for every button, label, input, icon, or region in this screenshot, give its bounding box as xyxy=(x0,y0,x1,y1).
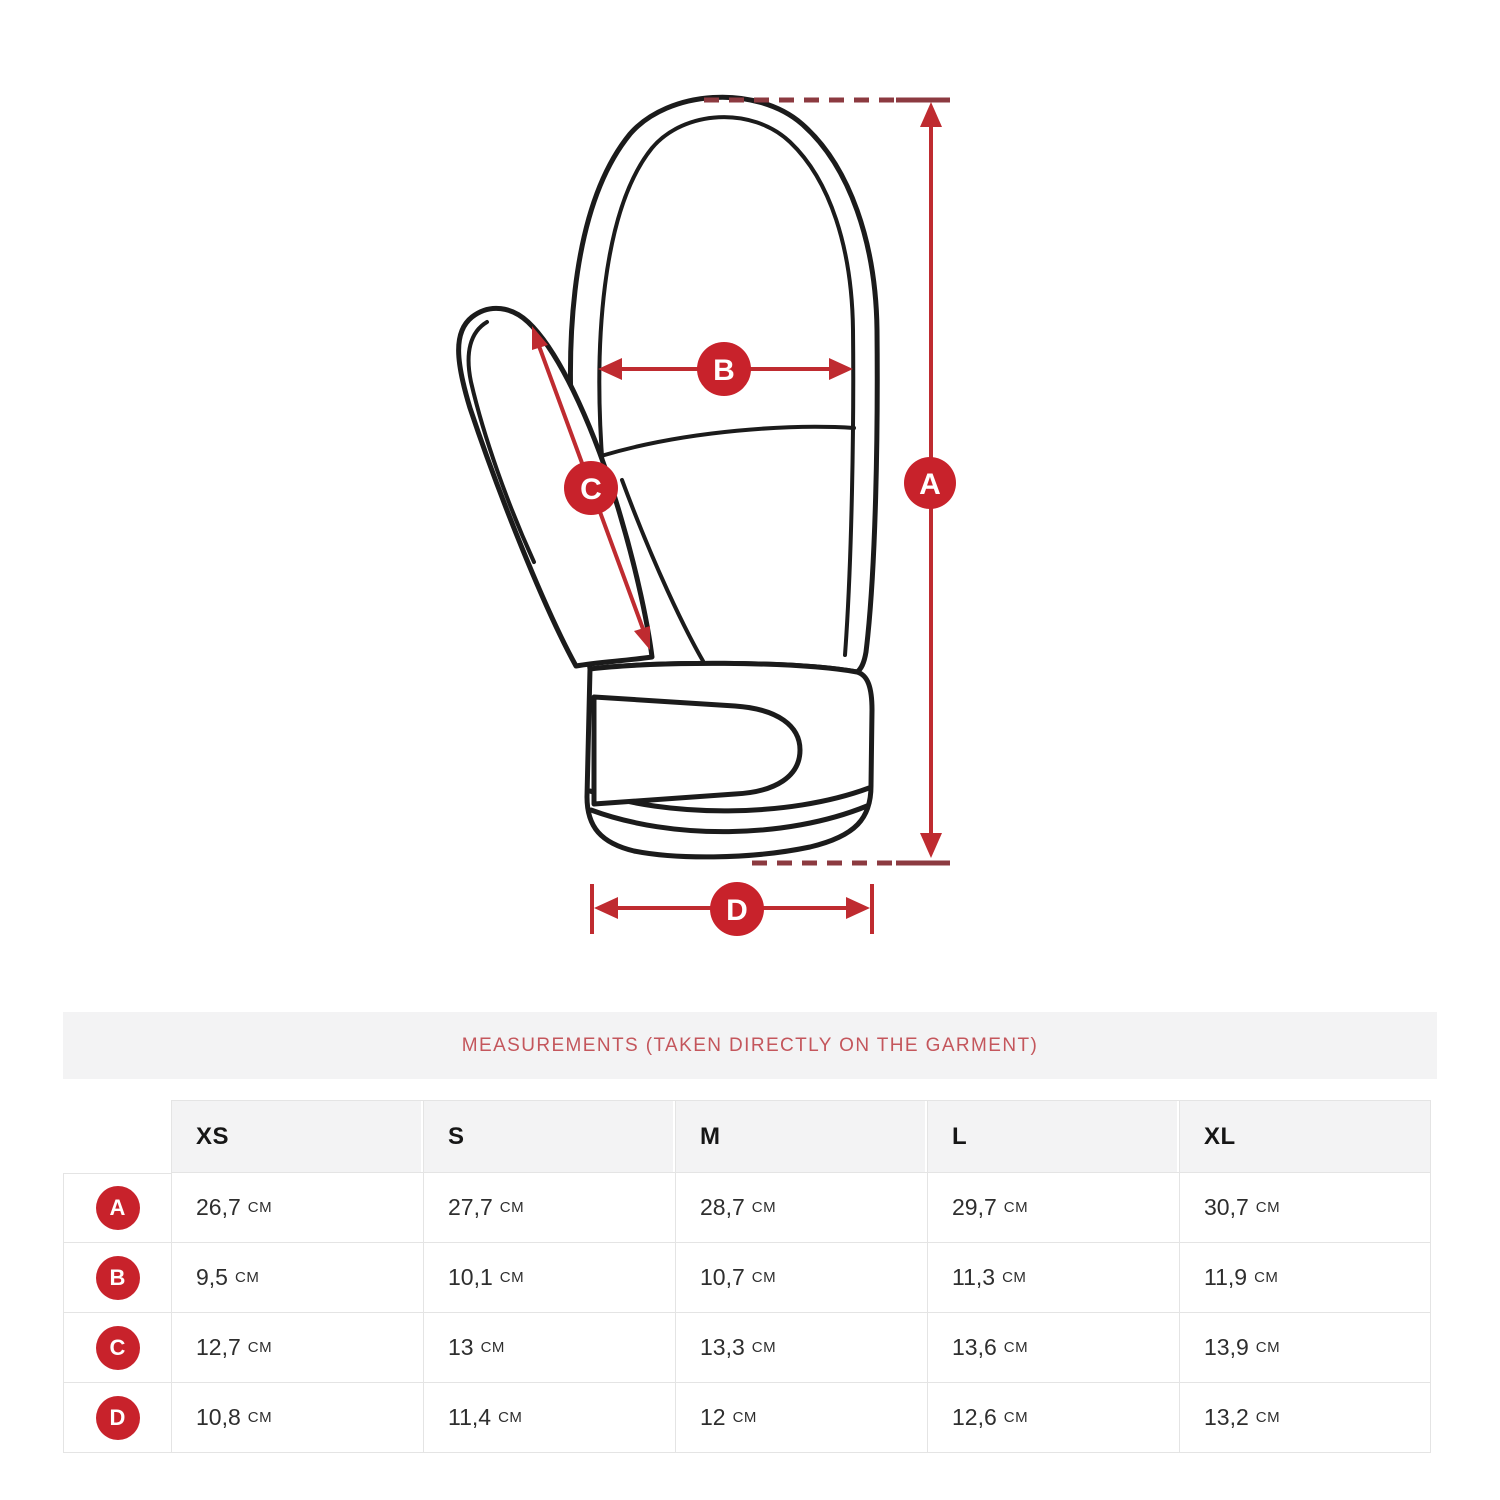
row-label-cell xyxy=(63,1313,171,1383)
table-cell-b-xs: 9,5 CM xyxy=(171,1243,423,1313)
table-cell-d-l: 12,6 CM xyxy=(927,1383,1179,1453)
row-label-cell xyxy=(63,1173,171,1243)
table-cell-c-l: 13,6 CM xyxy=(927,1313,1179,1383)
table-cell-a-xs: 26,7 CM xyxy=(171,1173,423,1243)
table-cell-c-xl: 13,9 CM xyxy=(1179,1313,1431,1383)
row-d-badge: D xyxy=(96,1396,140,1440)
measurements-title: MEASUREMENTS (TAKEN DIRECTLY ON THE GARMENT) xyxy=(461,1034,1039,1056)
table-cell-a-xl: 30,7 CM xyxy=(1179,1173,1431,1243)
glove-measurement-diagram xyxy=(400,50,1100,970)
table-cell-d-xs: 10,8 CM xyxy=(171,1383,423,1453)
row-label-cell xyxy=(63,1243,171,1313)
table-cell-c-m: 13,3 CM xyxy=(675,1313,927,1383)
velcro-strap xyxy=(594,697,800,804)
table-cell-b-m: 10,7 CM xyxy=(675,1243,927,1313)
table-cell-b-xl: 11,9 CM xyxy=(1179,1243,1431,1313)
size-header-xs: XS xyxy=(171,1100,423,1173)
size-header-l: L xyxy=(927,1100,1179,1173)
arrowhead-down xyxy=(920,833,942,858)
row-a-badge: A xyxy=(96,1186,140,1230)
table-cell-d-m: 12 CM xyxy=(675,1383,927,1453)
table-cell-b-s: 10,1 CM xyxy=(423,1243,675,1313)
arrowhead-up xyxy=(920,102,942,127)
size-header-xl: XL xyxy=(1179,1100,1431,1173)
table-corner-cell xyxy=(63,1100,171,1173)
row-c-badge: C xyxy=(96,1326,140,1370)
table-cell-d-xl: 13,2 CM xyxy=(1179,1383,1431,1453)
table-cell-c-s: 13 CM xyxy=(423,1313,675,1383)
table-cell-d-s: 11,4 CM xyxy=(423,1383,675,1453)
size-header-m: M xyxy=(675,1100,927,1173)
marker-a-label: A xyxy=(919,467,941,501)
table-cell-c-xs: 12,7 CM xyxy=(171,1313,423,1383)
size-measurements-table xyxy=(63,1100,1431,1453)
row-label-cell xyxy=(63,1383,171,1453)
table-cell-b-l: 11,3 CM xyxy=(927,1243,1179,1313)
marker-c-label: C xyxy=(580,472,602,506)
table-cell-a-s: 27,7 CM xyxy=(423,1173,675,1243)
dimension-a-arrow xyxy=(904,102,956,858)
table-cell-a-m: 28,7 CM xyxy=(675,1173,927,1243)
mitten-outline-drawing xyxy=(459,97,878,857)
measurements-title-band xyxy=(63,1012,1437,1079)
size-header-s: S xyxy=(423,1100,675,1173)
marker-d-label: D xyxy=(726,893,748,927)
arrowhead-left xyxy=(594,897,618,919)
row-b-badge: B xyxy=(96,1256,140,1300)
arrowhead-right xyxy=(846,897,870,919)
marker-b-label: B xyxy=(713,353,735,387)
table-cell-a-l: 29,7 CM xyxy=(927,1173,1179,1243)
dimension-d-arrow xyxy=(592,882,872,936)
